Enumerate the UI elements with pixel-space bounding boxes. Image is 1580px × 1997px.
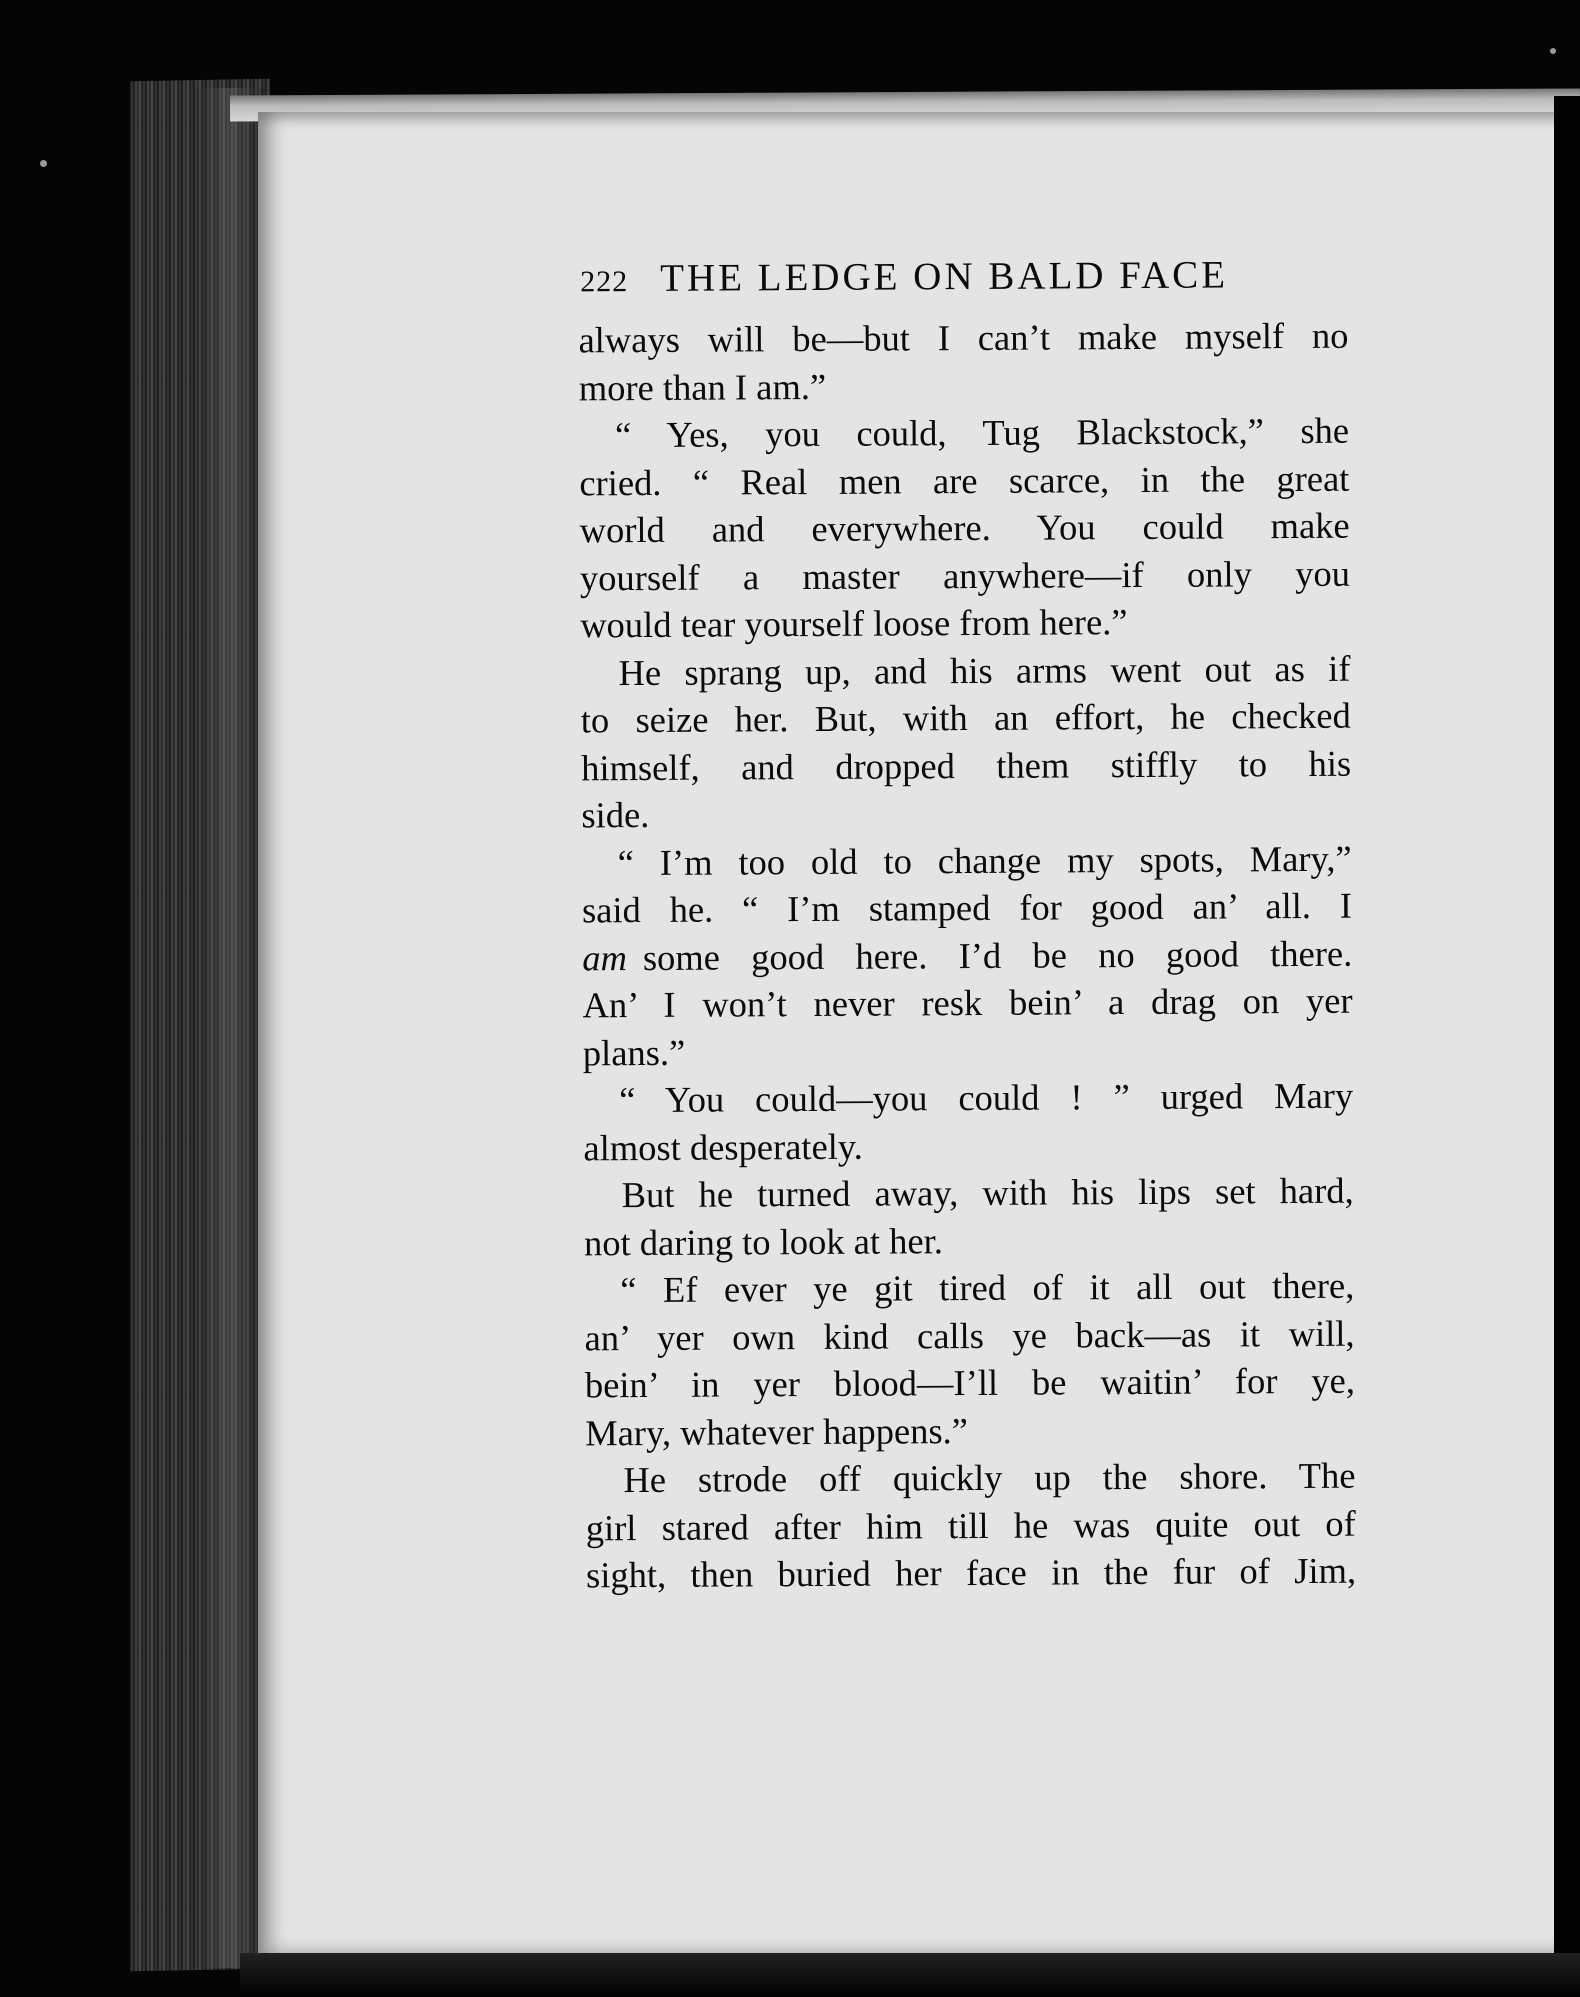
right-scan-border <box>1554 96 1580 1966</box>
text-line: always will be—but I can’t make myself no <box>578 314 1349 361</box>
text-line: an’ yer own kind calls ye back—as it will, <box>584 1312 1355 1358</box>
text-line: He strode off quickly up the shore. The <box>623 1454 1356 1501</box>
text-line: more than I am.” <box>578 365 827 408</box>
text-line: girl stared after him till he was quite out of <box>585 1502 1356 1548</box>
text-line-with-emphasis <box>582 929 1352 981</box>
text-line: would tear yourself loose from here.” <box>580 601 1128 646</box>
emphasis-word: am <box>582 936 628 978</box>
text-line: But he turned away, with his lips set hard, <box>621 1169 1354 1216</box>
text-line: sight, then buried her face in the fur of Jim, <box>585 1549 1357 1596</box>
text-line: side. <box>581 793 650 836</box>
text-line: almost desperately. <box>583 1125 863 1168</box>
text-line: Mary, whatever happens.” <box>585 1409 969 1453</box>
text-line: to seize her. But, with an effort, he checked <box>580 694 1351 741</box>
text-line: yourself a master anywhere—if only you <box>579 552 1351 598</box>
running-head-title: THE LEDGE ON BALD FACE <box>659 253 1229 300</box>
text-line: bein’ in yer blood—I’ll be waitin’ for ye, <box>584 1359 1355 1406</box>
text-line: “ I’m too old to change my spots, Mary,” <box>617 837 1352 883</box>
page-content <box>318 252 1356 1601</box>
dust-speck <box>40 160 47 167</box>
bottom-scan-border <box>240 1953 1580 1997</box>
text-line: himself, and dropped them stiffly to his <box>580 742 1352 788</box>
text-line: some good here. I’d be no good there. <box>642 932 1353 978</box>
page-edges-shading <box>195 88 265 1968</box>
text-line: said he. “ I’m stamped for good an’ all. I <box>581 884 1353 931</box>
body-text <box>578 312 1356 1599</box>
text-line: “ Yes, you could, Tug Blackstock,” she <box>614 409 1350 456</box>
text-line: plans.” <box>582 1031 686 1073</box>
text-line: “ You could—you could ! ” urged Mary <box>619 1074 1354 1121</box>
text-line: not daring to look at her. <box>583 1219 943 1263</box>
text-line: world and everywhere. You could make <box>579 504 1350 551</box>
text-line: “ Ef ever ye git tired of it all out there, <box>620 1264 1355 1311</box>
page-number: 222 <box>580 265 629 299</box>
text-line: An’ I won’t never resk bein’ a drag on yer <box>582 979 1353 1026</box>
running-head <box>580 252 1348 303</box>
text-line: He sprang up, and his arms went out as if <box>618 647 1351 693</box>
dust-speck <box>1550 48 1556 54</box>
text-line: cried. “ Real men are scarce, in the great <box>579 457 1350 503</box>
